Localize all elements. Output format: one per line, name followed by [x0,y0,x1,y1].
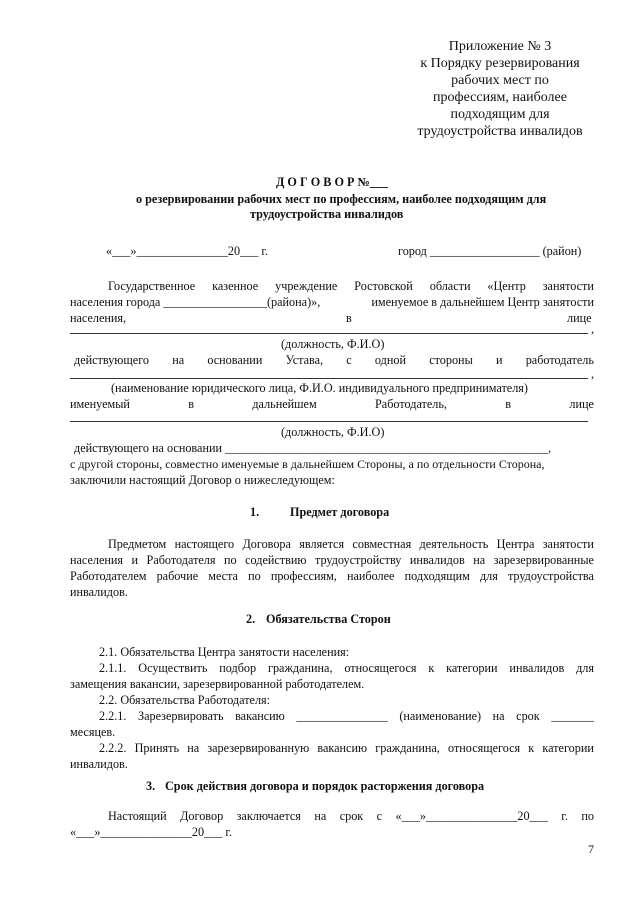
s1-line-1 [108,537,594,552]
appendix-line: профессиям, наиболее [433,90,567,105]
fill-line [70,421,588,422]
text: населения города _________________(района)», [70,295,321,309]
word: области [429,279,471,293]
word: к [528,741,535,755]
s2-p3: замещения вакансии, зарезервированной работодателем. [70,677,365,691]
word: населения [70,553,124,567]
section-3-title: Срок действия договора и порядок расторжения договора [165,779,485,793]
word: на [172,353,185,367]
word: деятельность [419,537,489,551]
s3-line-1 [108,809,594,824]
word: одной [374,353,406,367]
word: вакансию [317,741,368,755]
word: трудоустройства [507,569,594,583]
word: к [428,661,435,675]
word: для [576,661,594,675]
word: по [581,809,594,823]
appendix-line: к Порядку резервирования [420,56,580,71]
s3-line-2: «___»_______________20___ г. [70,825,233,839]
word: подходящим [404,569,470,583]
intro-line-11: заключили настоящий Договор о нижеследующем: [70,473,335,487]
word: Работодателя [146,553,216,567]
word: совместная [352,537,412,551]
intro-line-9: действующего на основании _____________________________________________________, [74,441,552,455]
word: зарезервированную [207,741,310,755]
word: 2.2.1. [99,709,127,723]
caption-legal-entity: (наименование юридического лица, Ф.И.О. индивидуального предпринимателя) [111,381,528,395]
word: казенное [212,279,259,293]
word: гражданина, [375,741,440,755]
word: Предметом [108,537,167,551]
word: содействию [245,553,307,567]
word: настоящего [174,537,235,551]
word: в [505,397,512,411]
word: г. [561,809,568,823]
word: трудоустройству [314,553,402,567]
contract-city: город __________________ (район) [398,244,582,258]
word: действующего [74,353,149,367]
appendix-line: трудоустройства инвалидов [417,124,583,139]
word: Центра [496,537,535,551]
word: и [131,553,139,567]
contract-date: «___»_______________20___ г. [106,244,269,258]
word: Настоящий [108,809,167,823]
word: заключается [236,809,301,823]
appendix-line: рабочих мест по [451,73,549,88]
section-2-number: 2. [246,612,256,626]
intro-line-1 [108,279,594,294]
word: является [299,537,345,551]
appendix-line: подходящим для [450,107,550,122]
word: инвалидов [509,661,565,675]
s2-p8: инвалидов. [70,757,128,771]
word: Осуществить [138,661,208,675]
word: (наименование) [399,709,482,723]
comma: , [591,322,595,336]
word: Принять [134,741,180,755]
word: категории [446,661,498,675]
word: гражданина, [267,661,333,675]
word: занятости [542,279,594,293]
word: _______________ [296,709,388,723]
word: в [188,397,195,411]
word: занятости [542,537,594,551]
word: профессиям, [270,569,337,583]
fill-line [70,378,588,379]
word: стороны [429,353,473,367]
contract-subtitle: о резервировании рабочих мест по профессиям, наиболее подходящим для [136,192,547,206]
section-2-title: Обязательства Сторон [266,612,391,626]
s1-line-4: инвалидов. [70,585,128,599]
word: Работодатель, [375,397,447,411]
contract-subtitle-cont: трудоустройства инвалидов [250,207,404,221]
word: относящегося [448,741,521,755]
s2-p5 [99,709,594,724]
section-1-title: Предмет договора [290,505,390,519]
word: места [208,569,238,583]
word: зарезервированные [493,553,594,567]
word: Устава, [285,353,324,367]
caption-position-name: (должность, Ф.И.О) [281,337,385,351]
s2-p2 [99,661,594,676]
word: на [314,809,327,823]
intro-line-2 [70,295,594,310]
word: срок [516,709,540,723]
word: 2.2.2. [99,741,127,755]
s1-line-2 [70,553,594,568]
page-number: 7 [588,842,594,856]
intro-line-10: с другой стороны, совместно именуемые в дальнейшем Стороны, а по отдельности Сторона, [70,457,545,471]
word: именуемый [70,397,130,411]
word: на [187,741,200,755]
word: основании [207,353,263,367]
word: лице [569,397,594,411]
word: подбор [219,661,257,675]
comma: , [591,367,595,381]
word: и [495,353,503,367]
word: «___»_______________20___ [395,809,548,823]
word: Государственное [108,279,196,293]
intro-line-7 [70,397,594,412]
s2-p6: месяцев. [70,725,116,739]
text: именуемое в дальнейшем Центр занятости [371,295,594,309]
word: на [492,709,505,723]
intro-line-3a: населения, [70,311,127,325]
word: Работодателем [70,569,147,583]
word: срок [339,809,364,823]
appendix-block [405,38,595,140]
word: Договора [242,537,291,551]
word: наиболее [346,569,395,583]
word: 2.1.1. [99,661,127,675]
fill-line [70,333,588,334]
word: Договор [180,809,224,823]
s2-p4: 2.2. Обязательства Работодателя: [99,693,271,707]
word: Зарезервировать [137,709,224,723]
word: Ростовской [354,279,413,293]
word: с [376,809,383,823]
s1-line-3 [70,569,594,584]
word: с [346,353,352,367]
intro-line-3c: лице [567,311,592,325]
word: по [223,553,237,567]
caption-position-name: (должность, Ф.И.О) [281,425,385,439]
s2-p1: 2.1. Обязательства Центра занятости населения: [99,645,350,659]
intro-line-3b: в [346,311,352,325]
word: на [473,553,486,567]
intro-line-5 [74,353,594,368]
word: относящегося [344,661,417,675]
word: учреждение [275,279,338,293]
word: дальнейшем [252,397,317,411]
word: по [248,569,261,583]
word: _______ [551,709,594,723]
word: «Центр [487,279,526,293]
appendix-line: Приложение № 3 [448,39,552,54]
s2-p7 [99,741,594,756]
word: работодатель [525,353,594,367]
section-3-number: 3. [146,779,156,793]
word: для [479,569,498,583]
word: инвалидов [409,553,465,567]
word: категории [542,741,594,755]
contract-title: Д О Г О В О Р №___ [276,175,389,189]
word: вакансию [235,709,285,723]
word: рабочие [156,569,199,583]
section-1-number: 1. [250,505,260,519]
